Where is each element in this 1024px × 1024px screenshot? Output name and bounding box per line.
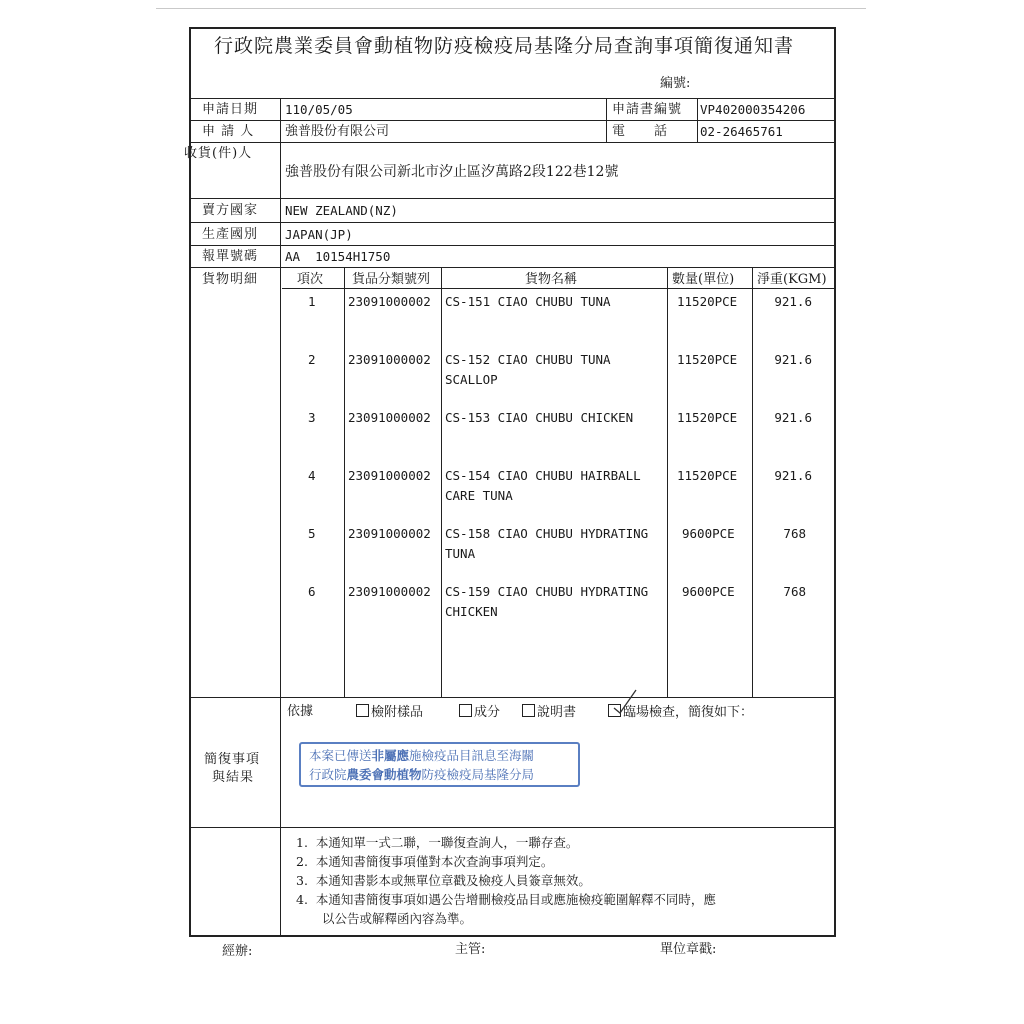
origin-country-value: JAPAN(JP) xyxy=(285,227,353,242)
note-4: 4. 本通知書簡復事項如遇公告增刪檢疫品目或應施檢疫範圍解釋不同時，應 xyxy=(296,892,716,907)
declaration-no-value: AA 10154H1750 xyxy=(285,249,391,264)
note-2: 2. 本通知書簡復事項僅對本次查詢事項判定。 xyxy=(296,854,554,869)
application-no-value: VP402000354206 xyxy=(700,102,806,117)
option-ingredients-label: 成分 xyxy=(474,705,501,720)
row-qty: 11520PCE xyxy=(677,294,738,309)
document-title: 行政院農業委員會動植物防疫檢疫局基隆分局查詢事項簡復通知書 xyxy=(214,35,795,57)
consignee-label: 收貨(件)人 xyxy=(184,146,253,161)
row-code: 23091000002 xyxy=(348,294,431,309)
row-name: CS-152 CIAO CHUBU TUNA xyxy=(445,352,611,367)
row-qty: 9600PCE xyxy=(682,584,735,599)
row-qty: 11520PCE xyxy=(677,468,738,483)
checkbox-icon xyxy=(356,704,369,717)
checkbox-icon xyxy=(522,704,535,717)
result-stamp xyxy=(299,742,580,787)
row-no: 6 xyxy=(308,584,316,599)
footer-handler: 經辦: xyxy=(222,944,253,959)
row-weight: 768 xyxy=(783,526,806,541)
option-sample-label: 檢附樣品 xyxy=(371,705,424,720)
reply-basis: 依據 xyxy=(287,704,314,719)
scan-edge xyxy=(156,8,866,9)
row-name-line2: SCALLOP xyxy=(445,372,498,387)
row-weight: 921.6 xyxy=(774,468,812,483)
row-name: CS-153 CIAO CHUBU CHICKEN xyxy=(445,410,634,425)
seller-country-label: 賣方國家 xyxy=(202,203,259,218)
row-weight: 921.6 xyxy=(774,294,812,309)
option-manual-checkbox xyxy=(522,704,576,721)
note-3: 3. 本通知書影本或無單位章戳及檢疫人員簽章無效。 xyxy=(296,873,591,888)
row-name: CS-159 CIAO CHUBU HYDRATING xyxy=(445,584,649,599)
reply-label-line2: 與結果 xyxy=(212,770,255,785)
stamp-line-2: 行政院農委會動植物防疫檢疫局基隆分局 xyxy=(309,767,535,782)
footer-supervisor: 主管: xyxy=(455,942,486,957)
option-onsite-label: 臨場檢查，簡復如下： xyxy=(623,705,754,720)
applicant-label: 申 請 人 xyxy=(202,124,255,139)
option-manual-label: 說明書 xyxy=(537,705,577,720)
goods-header-qty: 數量(單位) xyxy=(672,272,735,287)
goods-header-name: 貨物名稱 xyxy=(525,272,578,287)
row-name-line2: CHICKEN xyxy=(445,604,498,619)
row-weight: 921.6 xyxy=(774,352,812,367)
application-date-label: 申請日期 xyxy=(202,102,259,117)
row-no: 4 xyxy=(308,468,316,483)
application-date-value: 110/05/05 xyxy=(285,102,353,117)
consignee-value: 強普股份有限公司新北市汐止區汐萬路2段122巷12號 xyxy=(285,164,619,180)
row-code: 23091000002 xyxy=(348,526,431,541)
row-name: CS-151 CIAO CHUBU TUNA xyxy=(445,294,611,309)
row-no: 2 xyxy=(308,352,316,367)
row-no: 5 xyxy=(308,526,316,541)
row-name-line2: TUNA xyxy=(445,546,476,561)
row-qty: 11520PCE xyxy=(677,410,738,425)
row-code: 23091000002 xyxy=(348,352,431,367)
row-code: 23091000002 xyxy=(348,410,431,425)
goods-header-code: 貨品分類號列 xyxy=(352,272,431,287)
checkbox-icon xyxy=(459,704,472,717)
note-4-continued: 以公告或解釋函內容為準。 xyxy=(322,911,473,926)
goods-header-no: 項次 xyxy=(297,272,324,287)
note-1: 1. 本通知單一式二聯，一聯復查詢人，一聯存查。 xyxy=(296,835,579,850)
row-name: CS-158 CIAO CHUBU HYDRATING xyxy=(445,526,649,541)
reply-label-line1: 簡復事項 xyxy=(204,752,261,767)
application-no-label: 申請書編號 xyxy=(612,102,683,117)
option-ingredients-checkbox xyxy=(459,704,500,721)
row-code: 23091000002 xyxy=(348,468,431,483)
row-name-line2: CARE TUNA xyxy=(445,488,513,503)
footer-unit-stamp: 單位章戳: xyxy=(660,942,717,957)
declaration-no-label: 報單號碼 xyxy=(202,249,259,264)
row-no: 1 xyxy=(308,294,316,309)
seller-country-value: NEW ZEALAND(NZ) xyxy=(285,203,398,218)
stamp-line-1: 本案已傳送非屬應施檢疫品目訊息至海關 xyxy=(309,748,535,763)
serial-label: 編號: xyxy=(660,76,691,91)
row-name: CS-154 CIAO CHUBU HAIRBALL xyxy=(445,468,641,483)
row-code: 23091000002 xyxy=(348,584,431,599)
row-qty: 9600PCE xyxy=(682,526,735,541)
goods-header-weight: 淨重(KGM) xyxy=(757,272,827,287)
pen-check-mark-icon xyxy=(610,686,640,716)
row-qty: 11520PCE xyxy=(677,352,738,367)
phone-value: 02-26465761 xyxy=(700,124,783,139)
applicant-value: 強普股份有限公司 xyxy=(285,124,390,139)
origin-country-label: 生產國別 xyxy=(202,227,259,242)
row-weight: 921.6 xyxy=(774,410,812,425)
row-weight: 768 xyxy=(783,584,806,599)
phone-label: 電 話 xyxy=(612,124,669,139)
row-no: 3 xyxy=(308,410,316,425)
option-sample-checkbox xyxy=(356,704,423,721)
goods-label: 貨物明細 xyxy=(202,272,259,287)
